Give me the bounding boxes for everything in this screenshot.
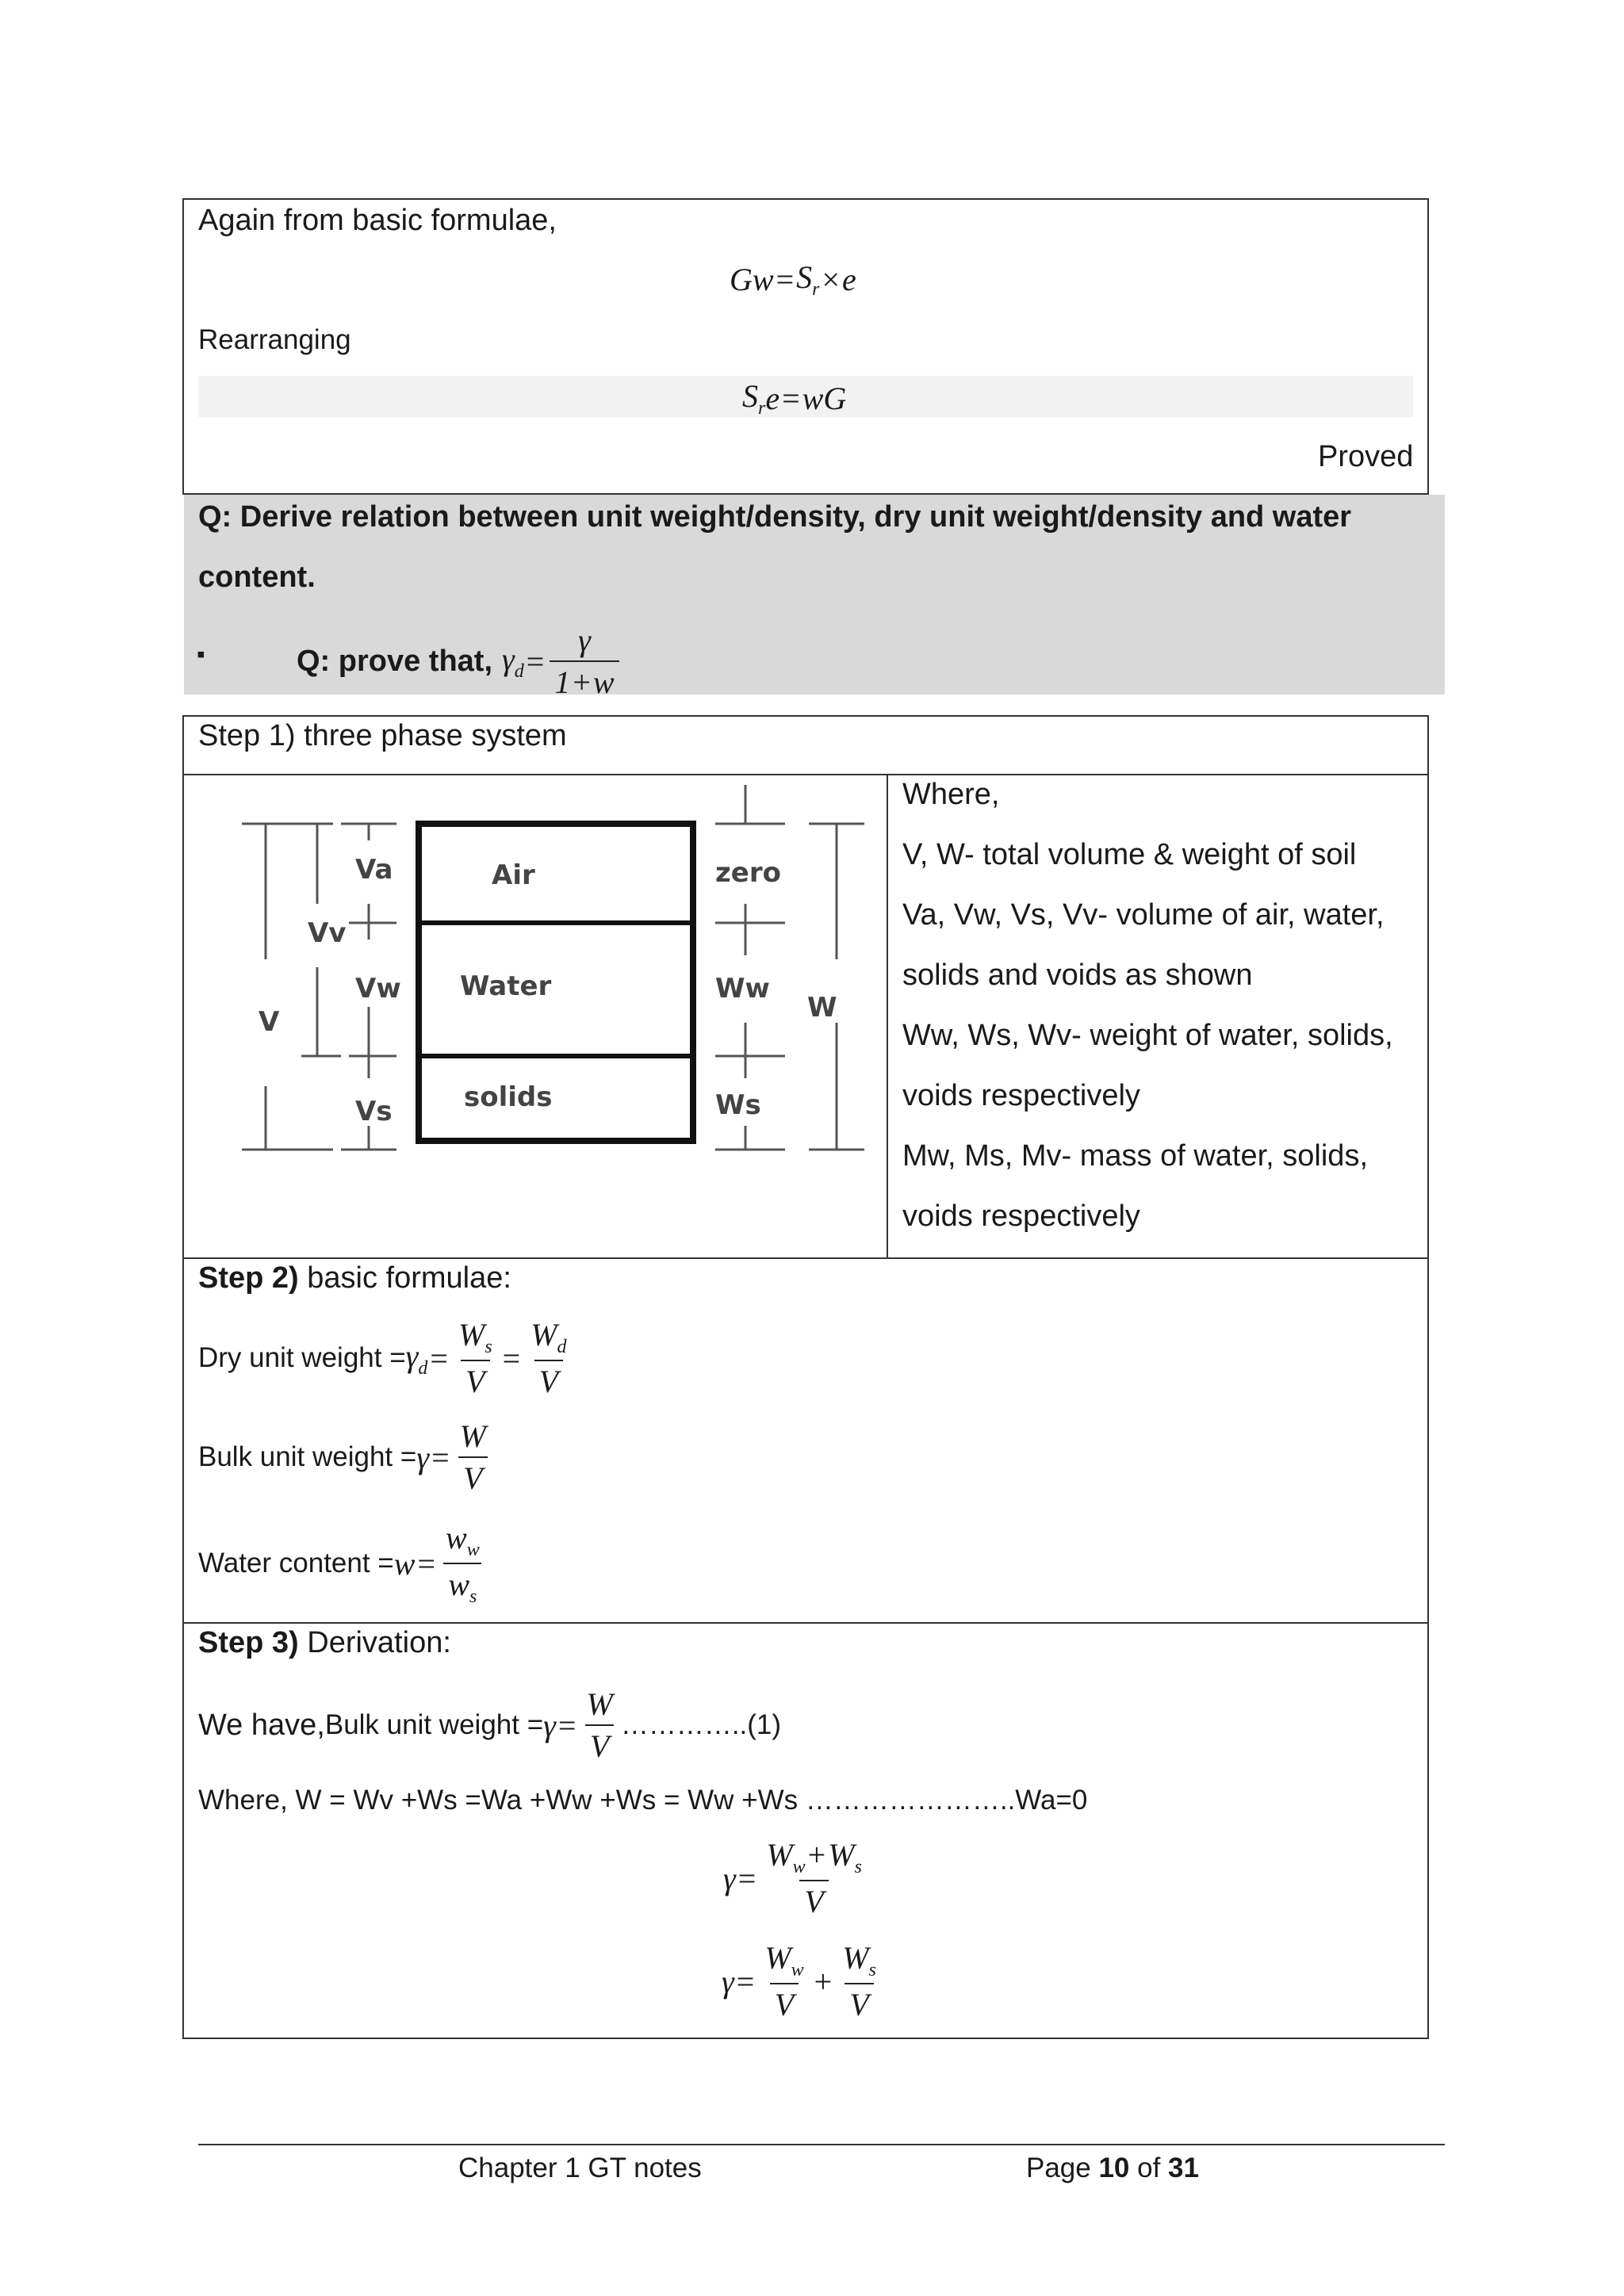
step2-title: Step 2) basic formulae: — [198, 1261, 511, 1295]
phase-air: Air — [492, 859, 535, 891]
intro-text: Again from basic formulae, — [198, 204, 557, 237]
equation-gw: G w = $S_r$ × e — [730, 259, 856, 300]
definition-line: Ww, Ws, Wv- weight of water, solids, — [902, 1019, 1393, 1052]
footer-page-number: Page 10 of 31 — [1026, 2152, 1199, 2183]
three-phase-diagram — [230, 777, 872, 1173]
footer-chapter: Chapter 1 GT notes — [458, 2152, 702, 2183]
definition-line: Mw, Ms, Mv- mass of water, solids, — [902, 1139, 1368, 1173]
question-line-1: Q: Derive relation between unit weight/density, dry unit weight/density and water — [198, 500, 1352, 534]
where-label: Where, — [902, 778, 1000, 811]
label-ww: Ww — [715, 973, 770, 1004]
bullet-icon: ▪ — [197, 641, 205, 668]
definition-line: Va, Vw, Vs, Vv- volume of air, water, — [902, 898, 1385, 932]
label-zero: zero — [715, 857, 781, 889]
definition-line: voids respectively — [902, 1079, 1140, 1112]
step3-bulk-formula: We have, Bulk unit weight = γ = $\frac{W}{V}$ …………..(1) — [198, 1686, 782, 1764]
water-content-formula: Water content = w = $\frac{w_w}{w_s}$ — [198, 1519, 488, 1608]
gamma-sum-formula: γ = $\frac{W_w+W_s}{V}$ — [723, 1837, 862, 1919]
prove-statement: Q: prove that, $\gamma_d$ = $\frac{\gamma}{1+w}$ — [297, 622, 622, 701]
prove-label: Q: prove that, — [297, 644, 493, 678]
label-w: W — [807, 992, 837, 1024]
where-line: Where, W = Wv +Ws =Wa +Ww +Ws = Ww +Ws …………………..Wa=0 — [198, 1785, 1088, 1816]
label-ws: Ws — [715, 1089, 761, 1121]
question-line-2: content. — [198, 561, 316, 594]
phase-solids: solids — [464, 1081, 553, 1113]
definition-line: solids and voids as shown — [902, 959, 1253, 992]
definition-line: voids respectively — [902, 1200, 1140, 1233]
equation-sre: $S_r$ e = w G — [742, 378, 847, 419]
proved-text: Proved — [1318, 440, 1414, 473]
label-vv: Vv — [308, 917, 347, 949]
step3-title: Step 3) Derivation: — [198, 1626, 451, 1659]
gamma-split-formula: γ = $\frac{W_w}{V}$ + $\frac{W_s}{V}$ — [722, 1940, 876, 2022]
formula-box — [182, 198, 1429, 495]
footer-rule — [198, 2144, 1445, 2145]
label-vs: Vs — [355, 1096, 393, 1127]
label-vw: Vw — [355, 973, 401, 1004]
rearranging-text: Rearranging — [198, 324, 351, 355]
definition-line: V, W- total volume & weight of soil — [902, 838, 1357, 871]
bulk-unit-weight-formula: Bulk unit weight = γ = $\frac{W}{V}$ — [198, 1418, 486, 1496]
dry-unit-weight-formula: Dry unit weight = $\gamma_d$ = $\frac{W_s}{V}$ = $\frac{W_d}{V}$ — [198, 1317, 567, 1399]
label-v: V — [259, 1006, 280, 1038]
phase-water: Water — [460, 970, 552, 1002]
label-va: Va — [355, 854, 393, 886]
step1-title: Step 1) three phase system — [198, 719, 567, 752]
